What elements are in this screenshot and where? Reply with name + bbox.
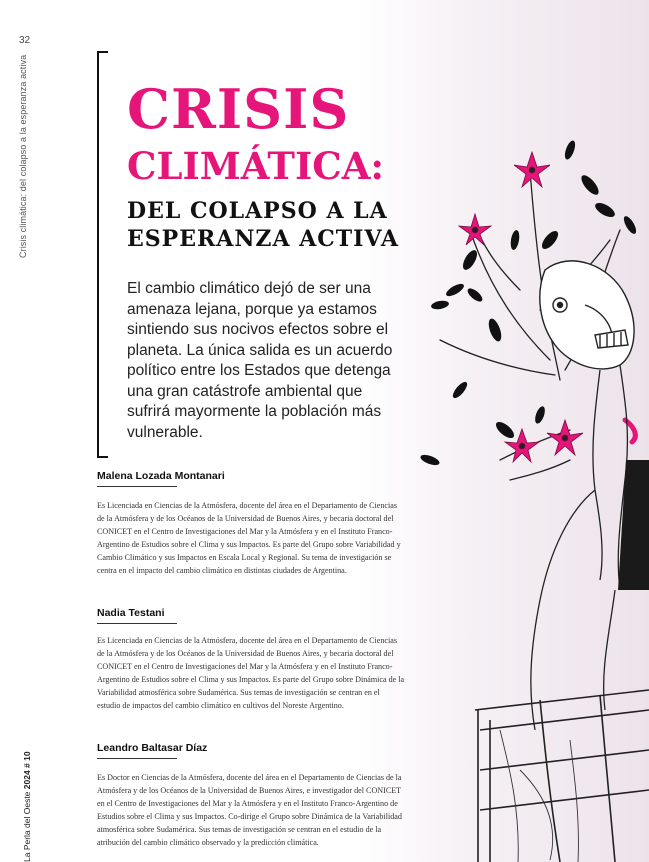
page-number: 32	[19, 35, 31, 46]
running-head: Crisis climática: del colapso a la esperanza activa	[18, 54, 28, 258]
climate-figure-illustration	[400, 130, 649, 862]
footer-magazine	[22, 751, 32, 862]
author-bio: Es Doctor en Ciencias de la Atmósfera, docente del área en el Departamento de Ciencias de la Atmósfera y de los Océanos de la Universidad de Buenos Aires, e investigador del CONICET en el Centro de Investigaciones del Mar y la Atmósfera y en el Instituto Franco-Argentino de Estudios sobre el Clima y sus Impactos. Co-dirige el Grupo sobre Dinámica de la Variabilidad atmosférica sobre Sudamérica. Sus temas de investigación se centran en el estudio de la atribución del cambio climático observado y la predicción climática.	[97, 773, 402, 847]
author-rule	[97, 486, 177, 487]
issue-number: 2024 # 10	[22, 751, 32, 790]
title-frame-top-tick	[97, 51, 108, 53]
author-name: Leandro Baltasar Díaz	[97, 742, 208, 754]
author-name: Nadia Testani	[97, 607, 165, 619]
article-lead: El cambio climático dejó de ser una amenaza lejana, porque ya estamos sintiendo sus nocivos efectos sobre el planeta. La única salida es un acuerdo político entre los Estados que detenga una gran catástrofe ambiental que sufrirá mayormente la población más vulnerable.	[127, 280, 393, 441]
author-bio: Es Licenciada en Ciencias de la Atmósfera, docente del área en el Departamento de Ciencias de la Atmósfera y de los Océanos de la Universidad de Buenos Aires, y becaria doctoral del CONICET en el Centro de Investigaciones del Mar y la Atmósfera y en el Instituto Franco-Argentino de Estudios sobre el Clima y sus Impactos. Es parte del Grupo sobre Variabilidad y Cambio Climático y sus Impactos en Escala Local y Regional. Su tema de investigación se centra en el impacto del cambio climático en distintas ciudades de Argentina.	[97, 501, 401, 575]
title-frame-bottom-tick	[97, 456, 108, 458]
article-title-line1: CRISIS	[127, 77, 350, 141]
article-title-line2: CLIMÁTICA:	[127, 144, 385, 188]
title-frame-rule	[97, 51, 99, 458]
author-bio: Es Licenciada en Ciencias de la Atmósfera, docente del área en el Departamento de Ciencias de la Atmósfera y de los Océanos de la Universidad de Buenos Aires, y becaria doctoral del CONICET en el Centro de Investigaciones del Mar y la Atmósfera y en el Instituto Franco-Argentino de Estudios sobre el Clima y sus Impactos. Es parte del Grupo sobre Dinámica de la Variabilidad atmosférica sobre Sudamérica. Sus temas de investigación se centran en el estudio de impactos del cambio climático en cultivos del Noreste Argentino.	[97, 636, 405, 710]
article-subtitle: DEL COLAPSO A LA ESPERANZA ACTIVA	[127, 198, 399, 252]
author-rule	[97, 623, 177, 624]
author-rule	[97, 758, 177, 759]
magazine-name: La Perla del Oeste	[22, 791, 32, 862]
author-name: Malena Lozada Montanari	[97, 470, 225, 482]
